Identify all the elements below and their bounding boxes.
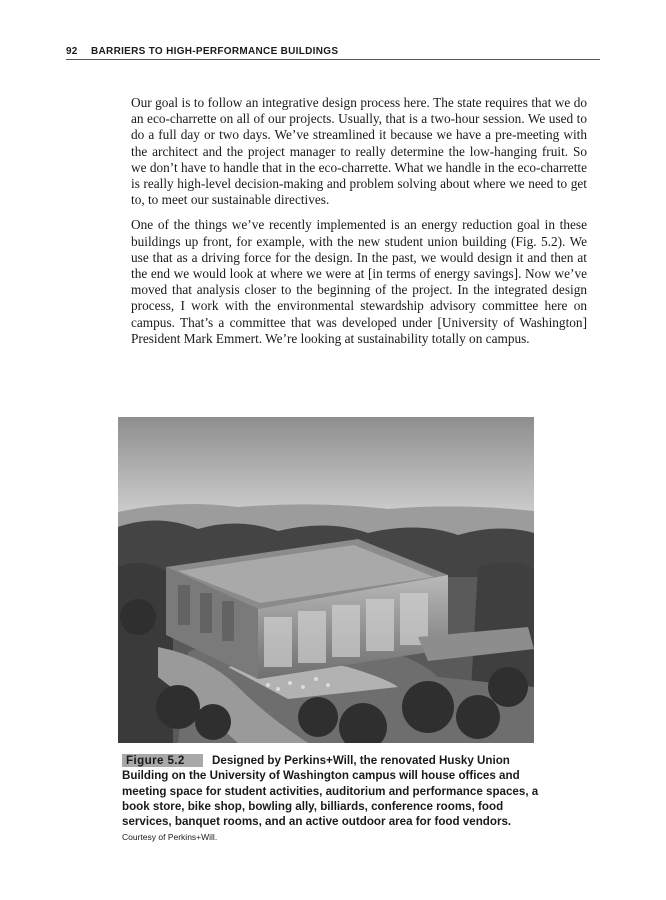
page-number: 92 (66, 46, 78, 57)
paragraph-2: One of the things we’ve recently implemented is an energy reduction goal in these buildings up front, for example, with the new student union building (Fig. 5.2). We use that as a driving force for the design. In the past, we would design it and then at the end we would look at where we were at [in terms of energy savings]. Now we’ve moved that analysis closer to the beginning of the project. In the integrated design process, I work with the environmental stewardship advisory committee here on campus. That’s a committee that was developed under [University of Washington] President Mark Emmert. We’re looking at sustainability totally on campus. (131, 217, 587, 346)
running-title: BARRIERS TO HIGH-PERFORMANCE BUILDINGS (91, 46, 339, 57)
running-header (66, 46, 600, 60)
paragraph-1: Our goal is to follow an integrative design process here. The state requires that we do an eco-charrette on all of our projects. Usually, that is a two-hour session. We used to do a full day or two days. We’ve streamlined it because we have a pre-meeting with the architect and the project manager to really determine the low-hanging fruit. So we don’t have to handle that in the eco-charrette. What we handle in the eco-charrette is really high-level decision-making and problem solving about where we need to get to, to meet our sustainable directives. (131, 95, 587, 208)
figure-photo (118, 417, 534, 743)
caption-credit: Courtesy of Perkins+Will. (122, 832, 218, 843)
caption-text: Designed by Perkins+Will, the renovated Husky Union Building on the University of Washington campus will house offices and meeting space for student activities, auditorium and performance spaces, a book store, bike shop, bowling ally, billiards, conference rooms, food services, banquet rooms, and an active outdoor area for food vendors. (122, 754, 539, 829)
building-aerial-image (118, 417, 534, 743)
figure-label: Figure 5.2 (122, 754, 203, 767)
header-rule (66, 59, 600, 60)
figure-caption (122, 753, 542, 846)
body-text (131, 95, 587, 356)
